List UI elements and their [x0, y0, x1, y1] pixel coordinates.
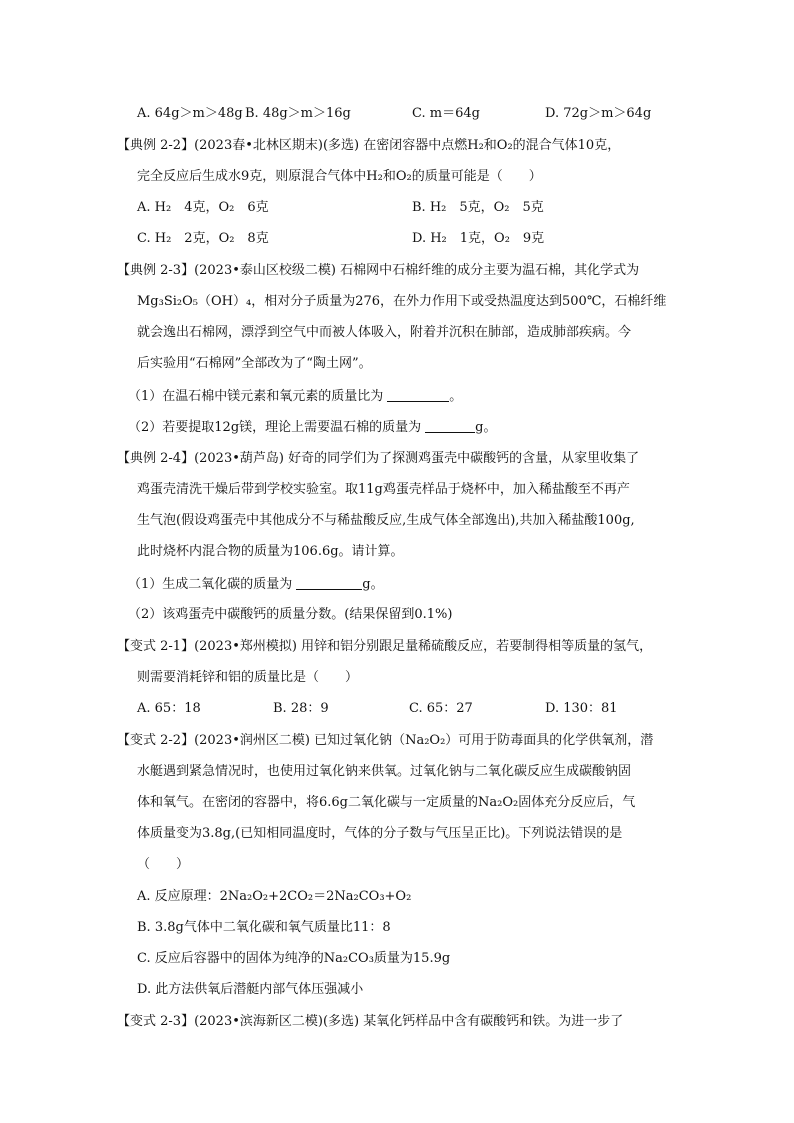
ex24-q1-text: （1）生成二氧化碳的质量为	[128, 577, 293, 592]
ex23-line1: 【典例 2-3】(2023•泰山区校级二模) 石棉网中石棉纤维的成分主要为温石棉，其化学式为	[117, 263, 640, 278]
var22-option-c: C. 反应后容器中的固体为纯净的Na₂CO₃质量为15.9g	[137, 951, 451, 966]
top-option-b: B. 48g＞m＞16g	[245, 106, 351, 121]
ex22-option-a: A. H₂ 4克，O₂ 6克	[137, 200, 269, 215]
answer-blank[interactable]	[296, 577, 362, 590]
ex23-line3: 就会逸出石棉网，漂浮到空气中而被人体吸入，附着并沉积在肺部，造成肺部疾病。今	[137, 325, 632, 340]
ex23-line2: Mg₃Si₂O₅（OH）₄，相对分子质量为276，在外力作用下或受热温度达到500℃，石棉纤维	[137, 294, 667, 309]
answer-blank[interactable]	[425, 420, 475, 433]
var22-line1: 【变式 2-2】(2023•润州区二模) 已知过氧化钠（Na₂O₂）可用于防毒面具的化学供氧剂，潜	[117, 733, 654, 748]
var23-line1: 【变式 2-3】(2023•滨海新区二模)(多选) 某氧化钙样品中含有碳酸钙和铁。为进一步了	[117, 1014, 624, 1029]
var21-option-b: B. 28：9	[273, 701, 329, 716]
ex23-question2	[128, 420, 496, 434]
ex24-line4: 此时烧杯内混合物的质量为106.6g。请计算。	[137, 544, 404, 559]
ex23-q1-end: 。	[449, 389, 463, 404]
ex23-q2-unit: g。	[475, 420, 497, 435]
ex24-line3: 生气泡(假设鸡蛋壳中其他成分不与稀盐酸反应,生成气体全部逸出),共加入稀盐酸100g,	[137, 513, 635, 528]
ex22-option-d: D. H₂ 1克，O₂ 9克	[412, 231, 545, 246]
var22-line2: 水艇遇到紧急情况时，也使用过氧化钠来供氧。过氧化钠与二氧化碳反应生成碳酸钠固	[137, 764, 632, 779]
var21-option-c: C. 65：27	[409, 701, 473, 716]
top-option-a: A. 64g＞m＞48g	[137, 106, 243, 121]
ex24-line2: 鸡蛋壳清洗干燥后带到学校实验室。取11g鸡蛋壳样品于烧杯中，加入稀盐酸至不再产	[137, 482, 630, 497]
ex22-line1: 【典例 2-2】(2023春•北林区期末)(多选) 在密闭容器中点燃H₂和O₂的混合气体10克，	[117, 138, 621, 153]
var21-option-d: D. 130：81	[545, 701, 618, 716]
var22-line4: 体质量变为3.8g,(已知相同温度时，气体的分子数与气压呈正比)。下列说法错误的是	[137, 826, 623, 841]
answer-blank[interactable]	[387, 389, 449, 402]
top-option-c: C. m＝64g	[412, 106, 480, 121]
ex23-q2-text: （2）若要提取12g镁，理论上需要温石棉的质量为	[128, 420, 422, 435]
ex22-line2: 完全反应后生成水9克，则原混合气体中H₂和O₂的质量可能是（ ）	[137, 169, 542, 184]
ex23-line4: 后实验用“石棉网”全部改为了“陶土网”。	[137, 356, 372, 371]
var21-line2: 则需要消耗锌和铝的质量比是（ ）	[137, 670, 359, 685]
ex22-option-b: B. H₂ 5克，O₂ 5克	[412, 200, 544, 215]
ex24-question2: （2）该鸡蛋壳中碳酸钙的质量分数。(结果保留到0.1%)	[128, 607, 453, 622]
ex23-question1	[128, 389, 462, 403]
var21-option-a: A. 65：18	[137, 701, 201, 716]
ex23-q1-text: （1）在温石棉中镁元素和氧元素的质量比为	[128, 389, 384, 404]
var22-line3: 体和氧气。在密闭的容器中，将6.6g二氧化碳与一定质量的Na₂O₂固体充分反应后，气	[137, 795, 636, 810]
ex22-option-c: C. H₂ 2克，O₂ 8克	[137, 231, 269, 246]
var22-option-d: D. 此方法供氧后潜艇内部气体压强减小	[137, 982, 364, 997]
var22-line5: （ ）	[137, 857, 190, 872]
var22-option-a: A. 反应原理：2Na₂O₂+2CO₂＝2Na₂CO₃+O₂	[137, 889, 412, 904]
top-option-d: D. 72g＞m＞64g	[545, 106, 652, 121]
ex24-line1: 【典例 2-4】(2023•葫芦岛) 好奇的同学们为了探测鸡蛋壳中碳酸钙的含量，从家里收集了	[117, 451, 640, 466]
var21-line1: 【变式 2-1】(2023•郑州模拟) 用锌和铝分别跟足量稀硫酸反应，若要制得相等质量的氢气，	[117, 639, 653, 654]
ex24-question1	[128, 577, 384, 591]
var22-option-b: B. 3.8g气体中二氧化碳和氧气质量比11：8	[137, 920, 391, 935]
ex24-q1-unit: g。	[362, 577, 384, 592]
